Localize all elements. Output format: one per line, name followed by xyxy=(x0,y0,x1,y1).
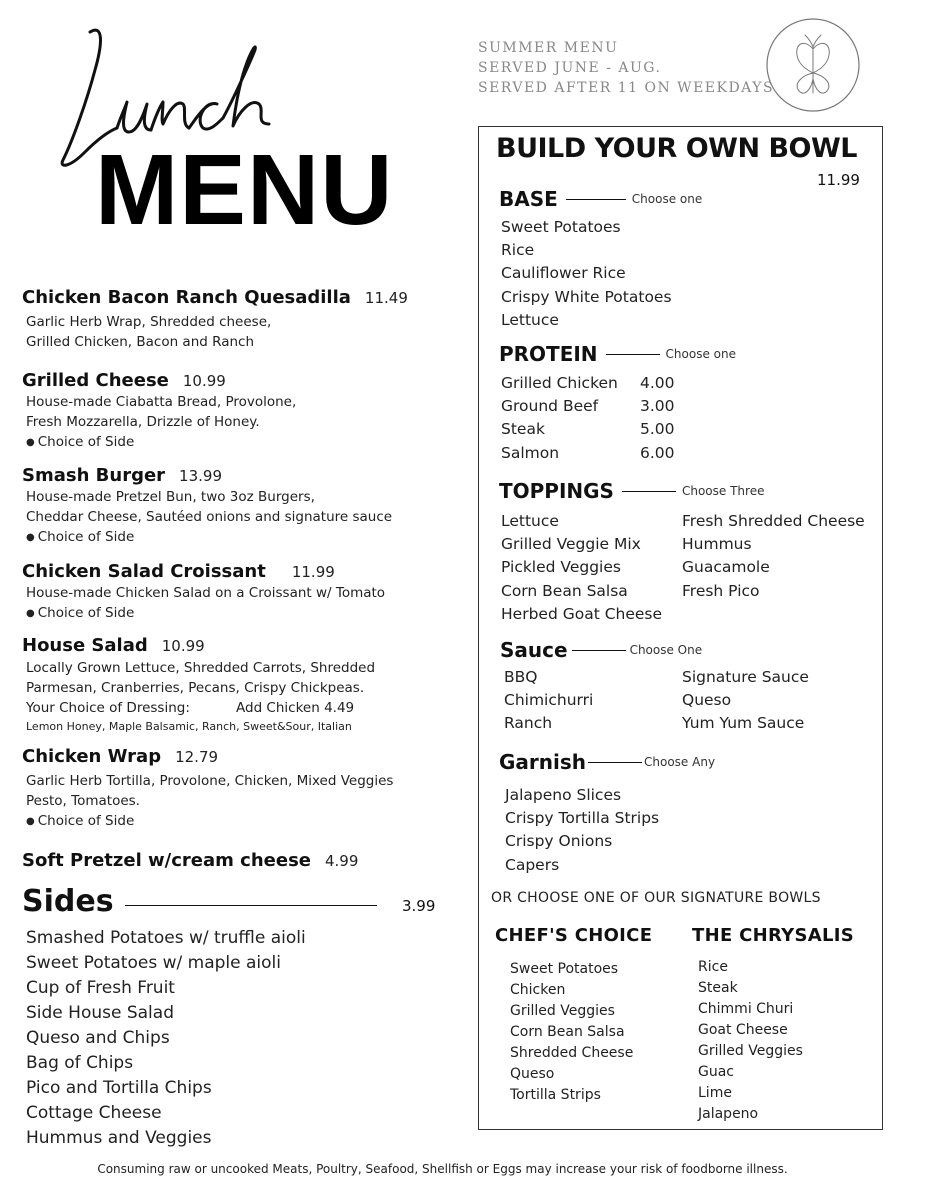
item-price: 12.79 xyxy=(175,748,219,766)
item-name: Chicken Wrap xyxy=(22,746,162,767)
menu-item xyxy=(22,850,462,871)
side-item: Bag of Chips xyxy=(26,1053,134,1073)
item-price: 10.99 xyxy=(161,637,205,655)
chefs-choice-list xyxy=(510,959,633,1106)
bowl-ingredient: Chicken xyxy=(510,982,566,998)
summer-line: SUMMER MENU xyxy=(478,40,619,56)
topping-option: Hummus xyxy=(682,535,752,554)
item-name: House Salad xyxy=(22,635,148,656)
sides-divider xyxy=(125,905,377,906)
protein-option: Grilled Chicken 4.00 xyxy=(501,374,675,392)
sauce-option: BBQ xyxy=(504,668,538,686)
protein-option: Ground Beef 3.00 xyxy=(501,397,675,416)
sauce-option: Chimichurri xyxy=(504,691,594,710)
item-description: Garlic Herb Tortilla, Provolone, Chicken, Mixed Veggies Pesto, Tomatoes. xyxy=(26,773,394,809)
item-price: 11.99 xyxy=(291,563,335,581)
topping-option: Fresh Pico xyxy=(682,581,760,600)
bowl-ingredient: Grilled Veggies xyxy=(510,1003,615,1019)
bowl-ingredient: Jalapeno xyxy=(698,1106,759,1122)
menu-item xyxy=(22,746,462,833)
sauce-option: Yum Yum Sauce xyxy=(682,714,805,733)
item-name: Chicken Salad Croissant xyxy=(22,561,266,582)
protein-option: Salmon 6.00 xyxy=(501,443,675,462)
topping-option: Pickled Veggies xyxy=(501,558,621,577)
section-header-base: BASE Choose one xyxy=(499,187,703,211)
section-header-sauce: Sauce Choose One xyxy=(500,638,703,662)
garnish-option: Jalapeno Slices xyxy=(505,786,622,804)
build-bowl-title: BUILD YOUR OWN BOWL xyxy=(496,133,857,164)
item-price: 11.49 xyxy=(364,289,408,307)
topping-option: Corn Bean Salsa xyxy=(501,581,628,600)
menu-item xyxy=(22,561,462,625)
topping-option: Herbed Goat Cheese xyxy=(501,604,663,623)
menu-item xyxy=(22,465,462,549)
side-item: Sweet Potatoes w/ maple aioli xyxy=(26,953,281,973)
garnish-option: Crispy Tortilla Strips xyxy=(505,809,660,828)
menu-item xyxy=(22,635,462,736)
bowl-ingredient: Steak xyxy=(698,980,738,996)
bowl-ingredient: Queso xyxy=(510,1066,555,1082)
bowl-ingredient: Guac xyxy=(698,1064,734,1080)
summer-info xyxy=(478,38,774,98)
garnish-option: Crispy Onions xyxy=(505,832,613,851)
side-item: Cup of Fresh Fruit xyxy=(26,978,175,998)
item-side-note: ● Choice of Side xyxy=(26,432,462,454)
bowl-ingredient: Chimmi Churi xyxy=(698,1001,794,1017)
chrysalis-title: THE CHRYSALIS xyxy=(692,925,855,946)
build-bowl-price: 11.99 xyxy=(817,171,860,189)
menu-title: MENU xyxy=(95,134,394,246)
bowl-ingredient: Corn Bean Salsa xyxy=(510,1024,625,1040)
side-item: Queso and Chips xyxy=(26,1028,170,1048)
chefs-choice-title: CHEF'S CHOICE xyxy=(495,925,653,946)
item-price: 13.99 xyxy=(179,467,222,485)
side-item: Pico and Tortilla Chips xyxy=(26,1078,212,1098)
base-option: Cauliflower Rice xyxy=(501,264,626,283)
section-divider xyxy=(606,354,660,355)
sauce-options-col1 xyxy=(504,666,593,736)
menu-item xyxy=(22,287,462,352)
bowl-ingredient: Lime xyxy=(698,1085,732,1101)
item-side-note: ● Choice of Side xyxy=(26,603,462,625)
base-option: Sweet Potatoes xyxy=(501,218,621,236)
dressing-options: Lemon Honey, Maple Balsamic, Ranch, Sweet&Sour, Italian xyxy=(26,720,352,733)
item-price: 4.99 xyxy=(324,852,359,870)
protein-option: Steak 5.00 xyxy=(501,420,675,439)
section-divider xyxy=(572,650,626,651)
summer-line: SERVED JUNE - AUG. xyxy=(478,60,662,76)
base-option: Lettuce xyxy=(501,310,559,329)
item-description: Garlic Herb Wrap, Shredded cheese, Grilled Chicken, Bacon and Ranch xyxy=(26,314,272,350)
butterfly-logo-icon xyxy=(765,17,861,113)
bowl-ingredient: Goat Cheese xyxy=(698,1022,788,1038)
base-option: Rice xyxy=(501,241,535,260)
garnish-option: Capers xyxy=(505,855,560,874)
side-item: Cottage Cheese xyxy=(26,1103,162,1123)
item-description: House-made Chicken Salad on a Croissant w/ Tomato xyxy=(26,585,386,601)
toppings-options-col1 xyxy=(501,510,662,626)
section-header-protein: PROTEIN Choose one xyxy=(499,342,736,366)
chrysalis-list xyxy=(698,957,803,1125)
topping-option: Fresh Shredded Cheese xyxy=(682,512,865,530)
side-item: Hummus and Veggies xyxy=(26,1128,212,1148)
topping-option: Guacamole xyxy=(682,558,770,577)
bowl-ingredient: Rice xyxy=(698,959,728,975)
sauce-options-col2 xyxy=(682,666,809,736)
side-item: Smashed Potatoes w/ truffle aioli xyxy=(26,928,306,948)
topping-option: Grilled Veggie Mix xyxy=(501,535,641,554)
section-header-garnish: Garnish Choose Any xyxy=(499,750,716,774)
food-safety-disclaimer: Consuming raw or uncooked Meats, Poultry, Seafood, Shellfish or Eggs may increase your risk of foodborne illness. xyxy=(97,1162,788,1176)
sides-list xyxy=(26,926,306,1151)
base-options xyxy=(501,216,672,332)
toppings-options-col2 xyxy=(682,510,865,603)
signature-bowls-intro: OR CHOOSE ONE OF OUR SIGNATURE BOWLS xyxy=(491,890,821,906)
item-name: Soft Pretzel w/cream cheese xyxy=(22,850,311,871)
sauce-option: Queso xyxy=(682,691,732,710)
summer-line: SERVED AFTER 11 ON WEEKDAYS xyxy=(478,80,775,96)
bowl-ingredient: Grilled Veggies xyxy=(698,1043,803,1059)
side-item: Side House Salad xyxy=(26,1003,174,1023)
item-price: 10.99 xyxy=(182,372,226,390)
section-header-toppings: TOPPINGS Choose Three xyxy=(499,479,765,503)
bowl-ingredient: Tortilla Strips xyxy=(510,1087,601,1103)
sauce-option: Ranch xyxy=(504,714,553,733)
item-side-note: ● Choice of Side xyxy=(26,811,462,833)
garnish-options xyxy=(505,784,659,877)
item-name: Smash Burger xyxy=(22,465,166,486)
section-divider xyxy=(566,199,626,200)
bowl-ingredient: Sweet Potatoes xyxy=(510,961,619,977)
item-description: House-made Pretzel Bun, two 3oz Burgers, Cheddar Cheese, Sautéed onions and signature sauce xyxy=(26,489,393,525)
base-option: Crispy White Potatoes xyxy=(501,287,672,306)
sides-title: Sides xyxy=(22,884,114,919)
item-description: House-made Ciabatta Bread, Provolone, Fresh Mozzarella, Drizzle of Honey. xyxy=(26,394,297,430)
bowl-ingredient: Shredded Cheese xyxy=(510,1045,634,1061)
sides-price: 3.99 xyxy=(402,897,436,915)
protein-options xyxy=(501,372,675,465)
section-divider xyxy=(622,491,676,492)
item-name: Chicken Bacon Ranch Quesadilla xyxy=(22,287,351,308)
menu-item xyxy=(22,370,462,454)
section-divider xyxy=(588,762,642,763)
topping-option: Lettuce xyxy=(501,512,559,530)
dressing-row: Your Choice of Dressing: Add Chicken 4.49 xyxy=(26,700,355,716)
item-side-note: ● Choice of Side xyxy=(26,527,462,549)
item-name: Grilled Cheese xyxy=(22,370,169,391)
item-description: Locally Grown Lettuce, Shredded Carrots, Shredded Parmesan, Cranberries, Pecans, Crispy Chickpeas. xyxy=(26,660,376,696)
sauce-option: Signature Sauce xyxy=(682,668,809,686)
